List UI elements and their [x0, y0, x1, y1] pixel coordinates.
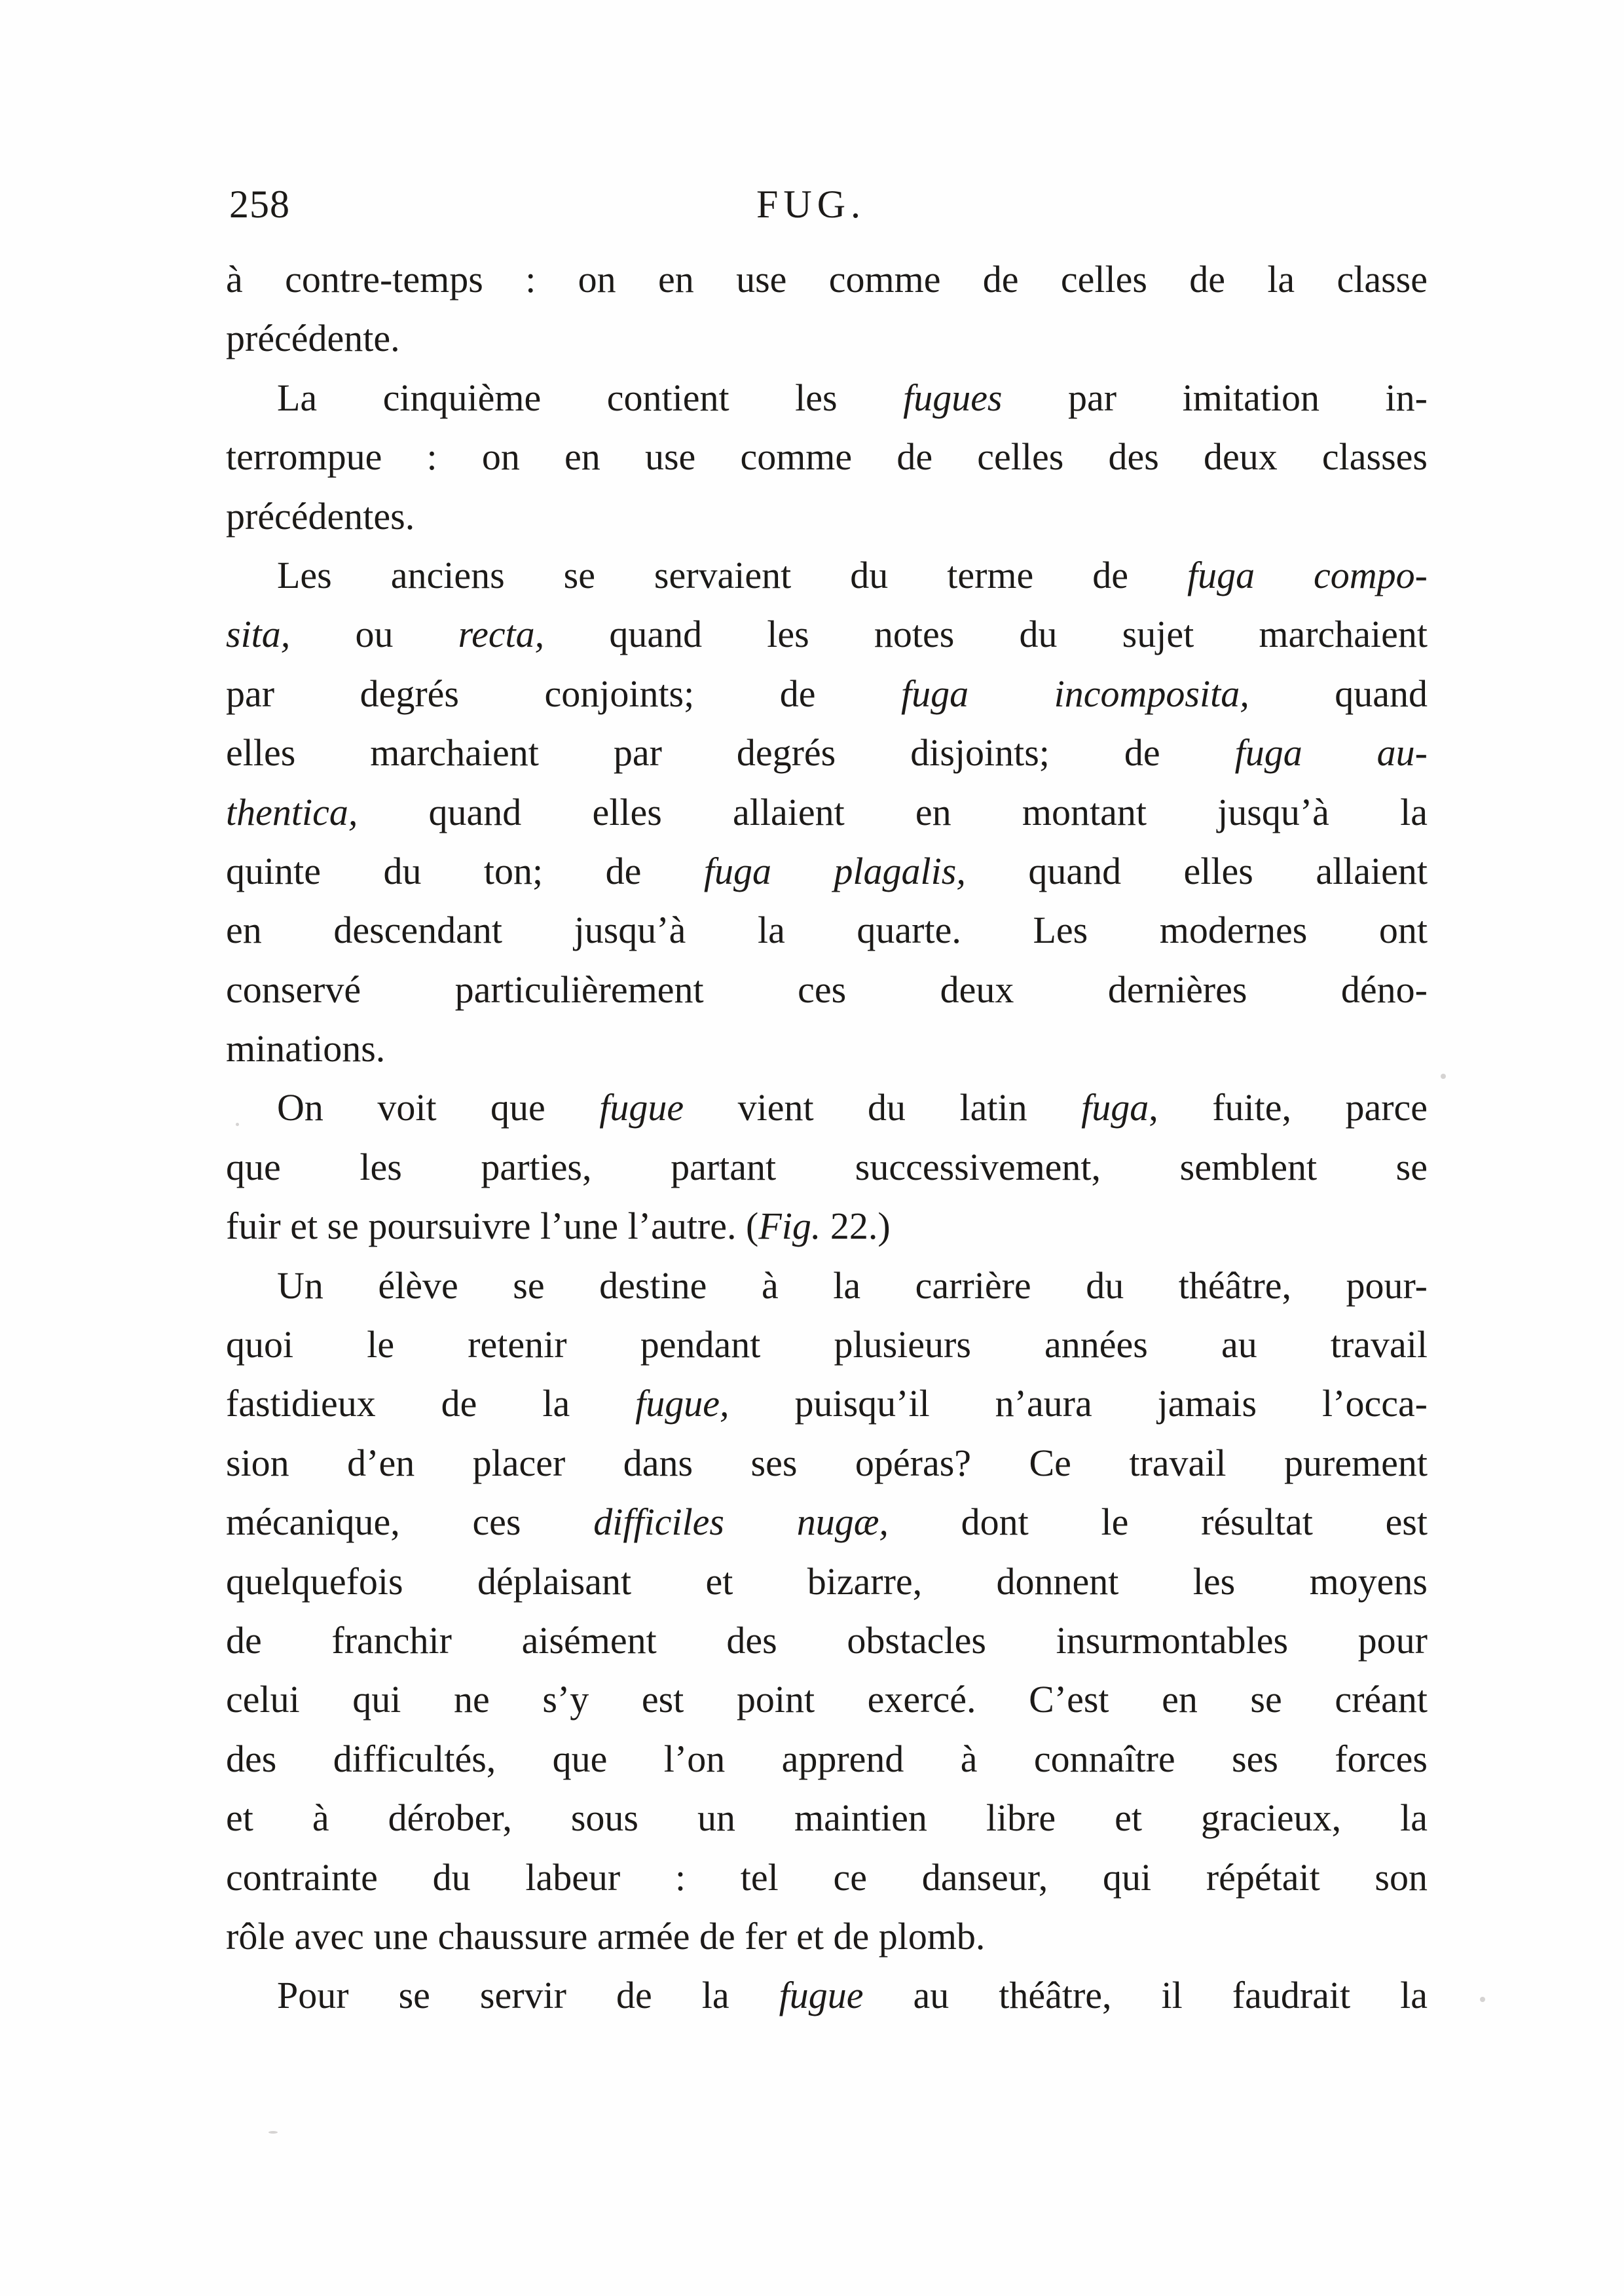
text-line	[226, 1730, 1428, 1789]
text-line	[226, 1848, 1428, 1907]
body-text	[226, 250, 1428, 2026]
text-run: sion d’en placer dans ses opéras? Ce travail purement	[226, 1441, 1428, 1484]
italic-term: fuga plagalis,	[703, 849, 966, 892]
text-line	[226, 1138, 1428, 1197]
running-head	[229, 182, 1428, 234]
text-line	[226, 428, 1428, 486]
italic-term: fuga au-	[1234, 731, 1428, 774]
text-run: elles marchaient par degrés disjoints; de	[226, 731, 1235, 774]
text-run: , fuite, parce	[1149, 1086, 1428, 1129]
text-line	[226, 842, 1428, 901]
text-run: La cinquième contient les	[277, 376, 904, 419]
italic-term: fugue	[779, 1974, 864, 2017]
italic-term: Fig.	[758, 1205, 821, 1248]
text-run: quoi le retenir pendant plusieurs années au travail	[226, 1323, 1428, 1366]
text-run: par degrés conjoints; de	[226, 672, 902, 715]
text-line	[226, 546, 1428, 605]
text-run: contrainte du labeur : tel ce danseur, qui répétait son	[226, 1855, 1428, 1899]
text-line	[226, 1789, 1428, 1848]
ink-speck	[1480, 1997, 1485, 2002]
text-run: de franchir aisément des obstacles insurmontables pour	[226, 1618, 1428, 1662]
italic-term: fuga incomposita,	[901, 672, 1249, 715]
text-run: celui qui ne s’y est point exercé. C’est en se créant	[226, 1678, 1428, 1721]
text-run: ou	[290, 613, 458, 656]
text-line	[226, 1907, 1428, 1966]
text-run: par imitation in-	[1002, 376, 1428, 419]
text-line	[226, 309, 1428, 368]
text-line	[226, 1493, 1428, 1552]
text-line	[226, 960, 1428, 1019]
italic-term: thentica,	[226, 790, 358, 833]
text-run: quelquefois déplaisant et bizarre, donnent les moyens	[226, 1559, 1428, 1603]
text-line	[226, 1611, 1428, 1670]
text-line	[226, 1434, 1428, 1493]
italic-term: fugue,	[635, 1382, 729, 1425]
text-run: en descendant jusqu’à la quarte. Les modernes ont	[226, 909, 1428, 952]
text-run: et à dérober, sous un maintien libre et gracieux, la	[226, 1796, 1428, 1840]
text-line	[226, 487, 1428, 546]
text-run: dont le résultat est	[888, 1501, 1428, 1544]
ink-speck	[236, 1123, 239, 1126]
ink-speck	[268, 2131, 278, 2134]
text-run: minations.	[226, 1027, 386, 1070]
italic-term: sita,	[226, 613, 291, 656]
text-line	[226, 605, 1428, 664]
text-run: terrompue : on en use comme de celles des deux classes	[226, 435, 1428, 479]
text-run: vient du latin	[684, 1086, 1082, 1129]
text-line	[226, 1552, 1428, 1611]
text-line	[226, 1019, 1428, 1078]
italic-term: difficiles nugæ,	[593, 1501, 889, 1544]
text-run: Un élève se destine à la carrière du théâtre, pour-	[277, 1264, 1428, 1307]
text-run: conservé particulièrement ces deux dernières déno-	[226, 968, 1428, 1011]
text-run: que les parties, partant successivement, semblent se	[226, 1145, 1428, 1188]
text-line	[226, 1197, 1428, 1256]
text-run: mécanique, ces	[226, 1501, 594, 1544]
text-run: précédentes.	[226, 494, 415, 538]
text-line	[226, 1374, 1428, 1433]
text-run: des difficultés, que l’on apprend à connaître ses forces	[226, 1737, 1428, 1780]
text-run: puisqu’il n’aura jamais l’occa-	[729, 1382, 1428, 1425]
text-run: précédente.	[226, 317, 400, 360]
text-line	[226, 1078, 1428, 1137]
text-run: à contre-temps : on en use comme de celles de la classe	[226, 258, 1428, 301]
italic-term: fugues	[903, 376, 1003, 419]
text-run: fuir et se poursuivre l’une l’autre. (	[226, 1205, 759, 1248]
text-run: quand elles allaient en montant jusqu’à la	[358, 790, 1428, 833]
text-run: Pour se servir de la	[277, 1974, 779, 2017]
italic-term: fuga	[1081, 1086, 1149, 1129]
italic-term: recta,	[458, 613, 545, 656]
text-run: quinte du ton; de	[226, 849, 704, 892]
text-line	[226, 369, 1428, 428]
italic-term: fugue	[599, 1086, 684, 1129]
text-line	[226, 783, 1428, 842]
text-run: au théâtre, il faudrait la	[863, 1974, 1428, 2017]
text-line	[226, 1315, 1428, 1374]
text-run: On voit que	[277, 1086, 600, 1129]
text-run: Les anciens se servaient du terme de	[277, 553, 1187, 596]
page-number: 258	[229, 183, 290, 226]
text-line	[226, 1966, 1428, 2025]
text-run: quand les notes du sujet marchaient	[544, 613, 1428, 656]
italic-term: fuga compo-	[1187, 553, 1428, 596]
running-title: FUG.	[756, 183, 866, 226]
text-line	[226, 1256, 1428, 1315]
text-run: 22.)	[821, 1205, 891, 1248]
text-run: quand elles allaient	[965, 849, 1428, 892]
text-line	[226, 665, 1428, 723]
text-run: quand	[1249, 672, 1428, 715]
text-line	[226, 250, 1428, 309]
text-line	[226, 723, 1428, 782]
text-line	[226, 1670, 1428, 1729]
text-run: fastidieux de la	[226, 1382, 636, 1425]
text-line	[226, 901, 1428, 960]
ink-speck	[1441, 1074, 1446, 1079]
text-run: rôle avec une chaussure armée de fer et de plomb.	[226, 1914, 986, 1958]
